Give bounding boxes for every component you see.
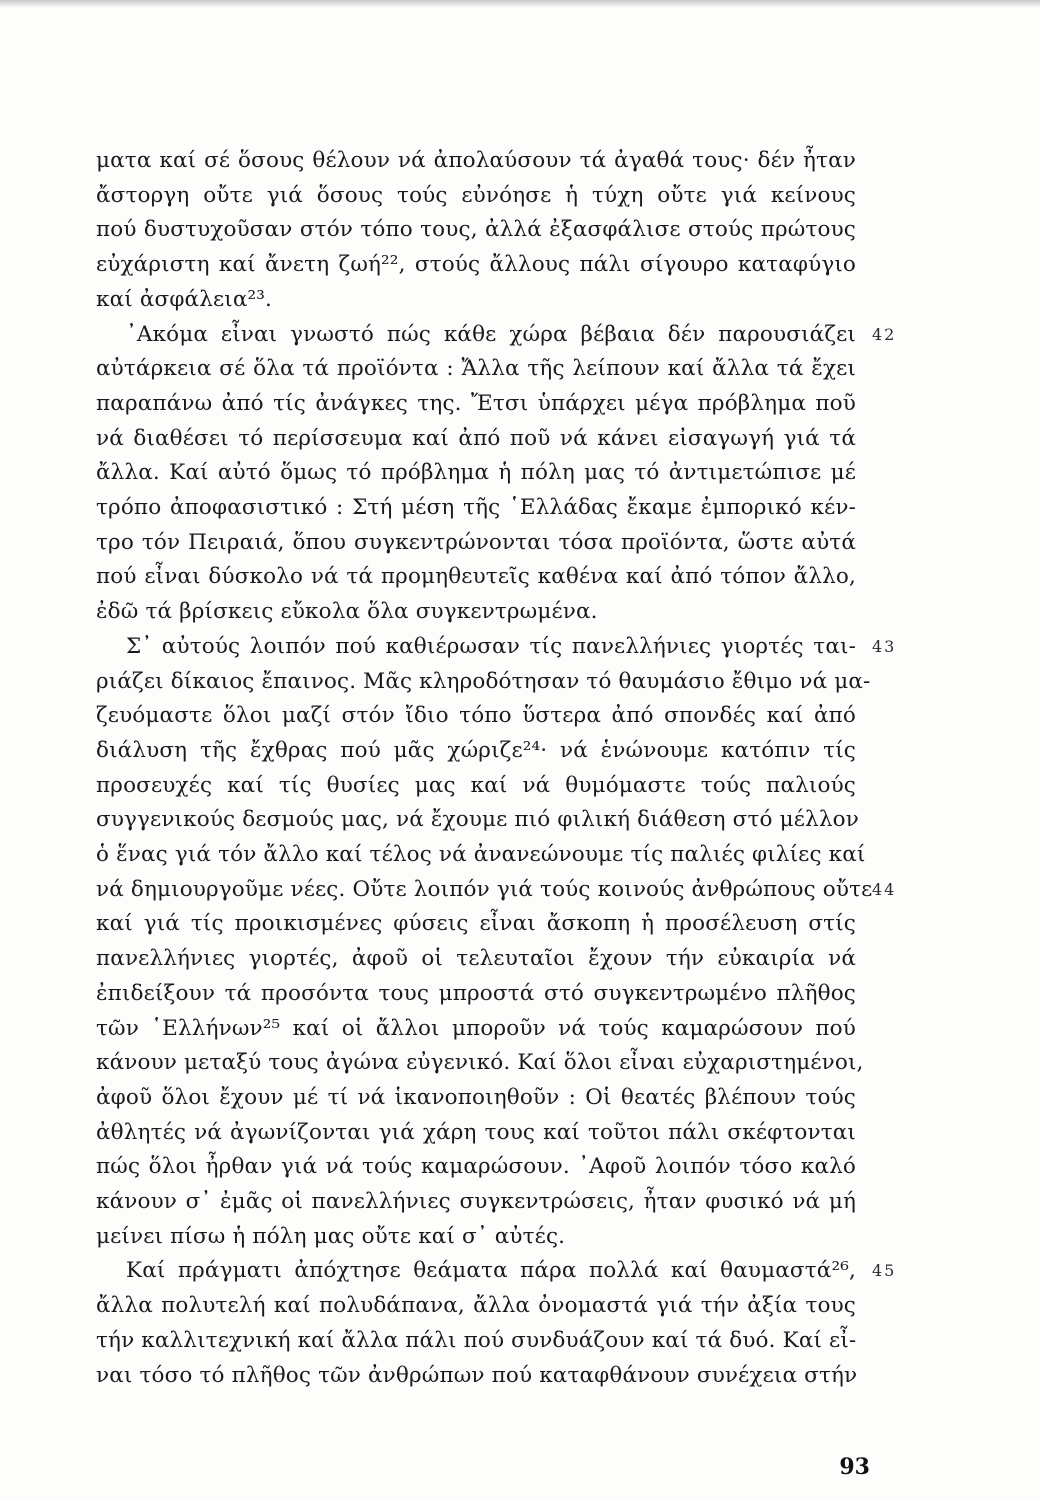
- text-line: πού εἶναι δύσκολο νά τά προμηθευτεῖς καθένα καί ἀπό τόπον ἄλλο,: [96, 564, 856, 590]
- text-line: Σ᾿ αὐτούς λοιπόν πού καθιέρωσαν τίς πανελλήνιες γιορτές ται-: [126, 633, 856, 659]
- margin-line-number: 42: [872, 324, 897, 344]
- text-line: Καί πράγματι ἀπόχτησε θεάματα πάρα πολλά καί θαυμαστά²⁶,: [126, 1258, 856, 1284]
- page-edge-shadow: [0, 0, 1040, 8]
- text-line: νά διαθέσει τό περίσσευμα καί ἀπό ποῦ νά κάνει εἰσαγωγή γιά τά: [96, 425, 856, 451]
- text-line: προσευχές καί τίς θυσίες μας καί νά θυμόμαστε τούς παλιούς: [96, 772, 856, 798]
- text-line: ᾿Ακόμα εἶναι γνωστό πώς κάθε χώρα βέβαια δέν παρουσιάζει: [126, 321, 856, 347]
- text-line: κάνουν σ᾿ ἐμᾶς οἱ πανελλήνιες συγκεντρώσεις, ἦταν φυσικό νά μή: [96, 1189, 856, 1214]
- text-line: τήν καλλιτεχνική καί ἄλλα πάλι πού συνδυάζουν καί τά δυό. Καί εἶ-: [96, 1327, 857, 1353]
- margin-line-number: 43: [872, 636, 897, 656]
- text-line: κάνουν μεταξύ τους ἀγώνα εὐγενικό. Καί ὅλοι εἶναι εὐχαριστημένοι,: [96, 1050, 864, 1076]
- text-line: ζευόμαστε ὅλοι μαζί στόν ἴδιο τόπο ὕστερα ἀπό σπονδές καί ἀπό: [96, 703, 856, 729]
- text-line: πού δυστυχοῦσαν στόν τόπο τους, ἀλλά ἐξασφάλισε στούς πρώτους: [96, 217, 856, 243]
- text-line: ματα καί σέ ὅσους θέλουν νά ἀπολαύσουν τά ἀγαθά τους· δέν ἦταν: [96, 148, 856, 173]
- text-line: ἐδῶ τά βρίσκεις εὔκολα ὅλα συγκεντρωμένα.: [96, 599, 598, 625]
- text-line: πανελλήνιες γιορτές, ἀφοῦ οἱ τελευταῖοι ἔχουν τήν εὐκαιρία νά: [96, 946, 856, 972]
- text-line: ριάζει δίκαιος ἔπαινος. Μᾶς κληροδότησαν τό θαυμάσιο ἔθιμο νά μα-: [96, 668, 871, 694]
- text-line: ἀφοῦ ὅλοι ἔχουν μέ τί νά ἱκανοποιηθοῦν : Οἱ θεατές βλέπουν τούς: [96, 1084, 856, 1110]
- text-line: πώς ὅλοι ἦρθαν γιά νά τούς καμαρώσουν. ᾿Αφοῦ λοιπόν τόσο καλό: [96, 1154, 856, 1180]
- text-line: νά δημιουργοῦμε νέες. Οὔτε λοιπόν γιά τούς κοινούς ἀνθρώπους οὔτε: [96, 876, 873, 902]
- text-line: συγγενικούς δεσμούς μας, νά ἔχουμε πιό φιλική διάθεση στό μέλλον: [96, 807, 859, 833]
- text-line: διάλυση τῆς ἔχθρας πού μᾶς χώριζε²⁴· νά ἑνώνουμε κατόπιν τίς: [96, 737, 856, 763]
- text-line: ἐπιδείξουν τά προσόντα τους μπροστά στό συγκεντρωμένο πλῆθος: [96, 980, 856, 1006]
- text-line: ναι τόσο τό πλῆθος τῶν ἀνθρώπων πού καταφθάνουν συνέχεια στήν: [96, 1362, 858, 1388]
- text-line: παραπάνω ἀπό τίς ἀνάγκες της. Ἔτσι ὑπάρχει μέγα πρόβλημα ποῦ: [96, 390, 856, 416]
- text-line: τρόπο ἀποφασιστικό : Στή μέση τῆς ῾Ελλάδας ἔκαμε ἐμπορικό κέν-: [96, 495, 856, 520]
- text-line: ὁ ἕνας γιά τόν ἄλλο καί τέλος νά ἀνανεώνουμε τίς παλιές φιλίες καί: [96, 842, 866, 867]
- text-line: καί γιά τίς προικισμένες φύσεις εἶναι ἄσκοπη ἡ προσέλευση στίς: [96, 911, 856, 937]
- text-line: ἄλλα. Καί αὐτό ὅμως τό πρόβλημα ἡ πόλη μας τό ἀντιμετώπισε μέ: [96, 460, 856, 486]
- margin-line-number: 44: [872, 879, 897, 899]
- text-line: τρο τόν Πειραιά, ὅπου συγκεντρώνονται τόσα προϊόντα, ὥστε αὐτά: [96, 529, 856, 555]
- text-line: αὐτάρκεια σέ ὅλα τά προϊόντα : Ἄλλα τῆς λείπουν καί ἄλλα τά ἔχει: [96, 356, 856, 382]
- text-line: ἀθλητές νά ἀγωνίζονται γιά χάρη τους καί τοῦτοι πάλι σκέφτονται: [96, 1119, 856, 1145]
- text-line: ἄστοργη οὔτε γιά ὅσους τούς εὐνόησε ἡ τύχη οὔτε γιά κείνους: [96, 182, 856, 208]
- text-line: καί ἀσφάλεια²³.: [96, 286, 273, 312]
- margin-line-number: 45: [872, 1261, 897, 1281]
- text-line: εὐχάριστη καί ἄνετη ζωή²², στούς ἄλλους πάλι σίγουρο καταφύγιο: [96, 252, 856, 278]
- text-line: τῶν ῾Ελλήνων²⁵ καί οἱ ἄλλοι μποροῦν νά τούς καμαρώσουν πού: [96, 1015, 856, 1041]
- text-line: μείνει πίσω ἡ πόλη μας οὔτε καί σ᾿ αὐτές.: [96, 1223, 566, 1249]
- text-line: ἄλλα πολυτελή καί πολυδάπανα, ἄλλα ὀνομαστά γιά τήν ἀξία τους: [96, 1293, 856, 1319]
- page-number: 93: [839, 1454, 870, 1480]
